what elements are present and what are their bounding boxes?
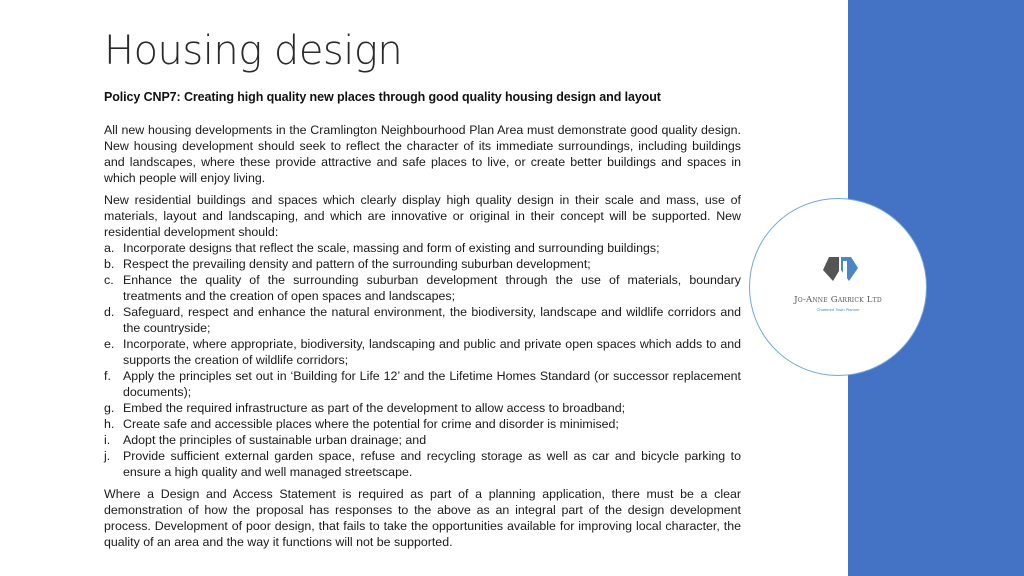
criteria-text: Embed the required infrastructure as part of the development to allow access to broadband; <box>123 401 626 415</box>
criteria-marker: a. <box>104 241 115 255</box>
policy-subtitle: Policy CNP7: Creating high quality new places through good quality housing design and layout <box>104 90 661 104</box>
criteria-marker: j. <box>104 449 111 463</box>
criteria-text: Incorporate designs that reflect the scale, massing and form of existing and surrounding buildings; <box>123 241 660 255</box>
page-title: Housing design <box>104 28 403 74</box>
criteria-item <box>104 304 741 336</box>
criteria-item <box>104 400 741 416</box>
criteria-marker: b. <box>104 257 115 271</box>
intro-paragraph: All new housing developments in the Cramlington Neighbourhood Plan Area must demonstrate good quality design. New housing development should seek to reflect the character of its immediate surroundings, including buildings and landscapes, where these provide attractive and safe places to live, or create better buildings and spaces in which people will enjoy living. <box>104 123 741 185</box>
criteria-marker: i. <box>104 433 111 447</box>
criteria-marker: f. <box>104 369 111 383</box>
criteria-marker: d. <box>104 305 115 319</box>
logo-tagline: Chartered Town Planner <box>816 307 860 312</box>
criteria-text: Create safe and accessible places where the potential for crime and disorder is minimised; <box>123 417 619 431</box>
criteria-item <box>104 240 741 256</box>
criteria-marker: g. <box>104 401 115 415</box>
policy-body <box>104 122 741 550</box>
diamond-j-icon <box>820 257 860 293</box>
criteria-marker: c. <box>104 273 114 287</box>
criteria-item <box>104 368 741 400</box>
criteria-item <box>104 272 741 304</box>
criteria-text: Adopt the principles of sustainable urban drainage; and <box>123 433 427 447</box>
company-logo <box>749 198 927 376</box>
criteria-item <box>104 448 741 480</box>
criteria-item <box>104 336 741 368</box>
criteria-intro: New residential buildings and spaces which clearly display high quality design in their scale and mass, use of materials, layout and landscaping, and which are innovative or original in their concept will be supported. New residential development should: <box>104 193 741 239</box>
criteria-marker: e. <box>104 337 115 351</box>
criteria-item <box>104 432 741 448</box>
criteria-text: Respect the prevailing density and pattern of the surrounding suburban development; <box>123 257 591 271</box>
criteria-item <box>104 416 741 432</box>
criteria-marker: h. <box>104 417 115 431</box>
criteria-list <box>104 240 741 480</box>
criteria-text: Safeguard, respect and enhance the natural environment, the biodiversity, landscape and wildlife corridors and the countryside; <box>123 305 741 335</box>
criteria-text: Provide sufficient external garden space, refuse and recycling storage as well as car and bicycle parking to ensure a high quality and well managed streetscape. <box>123 449 741 479</box>
criteria-text: Incorporate, where appropriate, biodiversity, landscaping and public and private open spaces which adds to and supports the creation of wildlife corridors; <box>123 337 741 367</box>
logo-company-name: Jo-Anne Garrick Ltd <box>794 295 882 305</box>
closing-paragraph: Where a Design and Access Statement is required as part of a planning application, there must be a clear demonstration of how the proposal has responses to the above as an integral part of the design development process. Development of poor design, that fails to take the opportunities available for improving local character, the quality of an area and the way it functions will not be supported. <box>104 487 741 549</box>
criteria-item <box>104 256 741 272</box>
criteria-text: Apply the principles set out in ‘Building for Life 12’ and the Lifetime Homes Standard (or successor replacement documents); <box>123 369 741 399</box>
criteria-text: Enhance the quality of the surrounding suburban development through the use of materials, boundary treatments and the creation of open spaces and landscapes; <box>123 273 741 303</box>
